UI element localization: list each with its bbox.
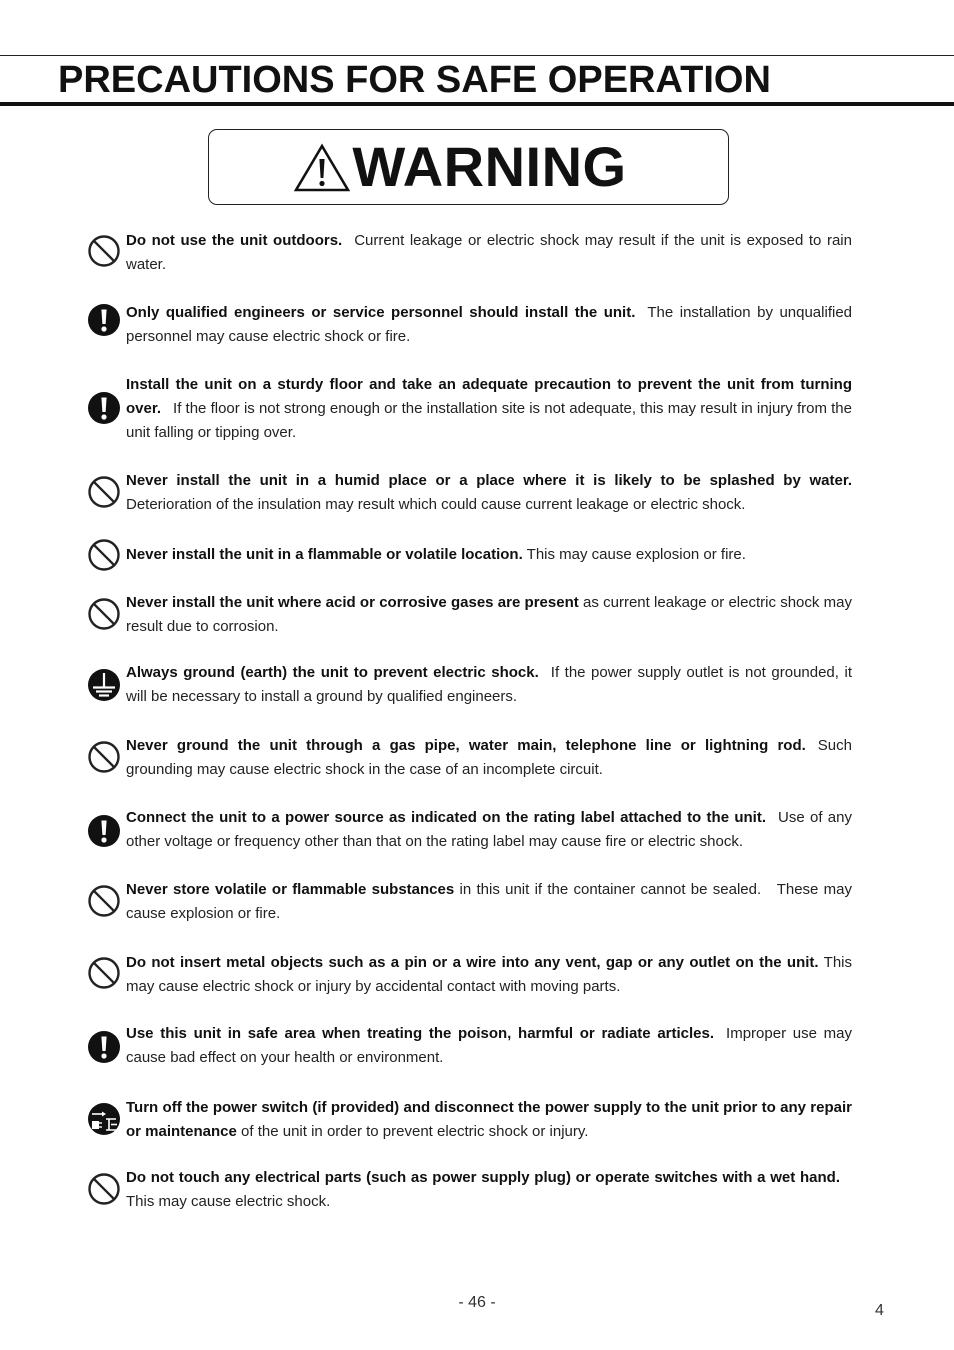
precaution-detail: Deterioration of the insulation may result which could cause current leakage or electric shock. — [126, 496, 746, 513]
precaution-item — [87, 734, 852, 782]
precaution-bold: Never install the unit in a flammable or volatile location. — [126, 546, 523, 563]
precaution-detail: as current leakage or electric shock may result due to corrosion. — [126, 594, 852, 635]
precaution-bold: Never ground the unit through a gas pipe, water main, telephone line or lightning rod. — [126, 737, 806, 754]
precaution-item — [87, 301, 852, 349]
precaution-detail: The installation by unqualified personnel may cause electric shock or fire. — [126, 304, 853, 345]
warning-triangle-icon — [294, 143, 350, 193]
precaution-text — [126, 951, 852, 999]
prohibition-icon — [87, 538, 121, 572]
precaution-bold: Install the unit on a sturdy floor and take an adequate precaution to prevent the unit from turning over. — [126, 376, 852, 417]
precaution-bold: Connect the unit to a power source as indicated on the rating label attached to the unit. — [126, 809, 766, 826]
mandatory-exclamation-icon — [87, 814, 121, 848]
precaution-detail: If the power supply outlet is not grounded, it will be necessary to install a ground by qualified engineers. — [126, 664, 852, 705]
precaution-text — [126, 878, 857, 926]
precaution-detail: of the unit in order to prevent electric shock or injury. — [241, 1123, 589, 1140]
precaution-detail: Improper use may cause bad effect on your health or environment. — [126, 1025, 852, 1066]
precaution-item — [87, 1022, 852, 1070]
prohibition-icon — [87, 884, 121, 918]
precaution-detail: Such grounding may cause electric shock in the case of an incomplete circuit. — [126, 737, 852, 778]
mandatory-exclamation-icon — [87, 303, 121, 337]
precaution-item — [87, 591, 852, 639]
precaution-text — [126, 734, 852, 782]
precaution-item — [87, 543, 852, 567]
precaution-text — [126, 591, 852, 639]
precaution-bold: Do not touch any electrical parts (such as power supply plug) or operate switches with a wet hand. — [126, 1169, 840, 1186]
precaution-text — [126, 806, 852, 854]
precaution-item — [87, 229, 852, 277]
precaution-text — [126, 469, 852, 517]
precaution-detail: in this unit if the container cannot be sealed. These may cause explosion or fire. — [126, 881, 857, 922]
prohibition-icon — [87, 234, 121, 268]
precaution-bold: Do not use the unit outdoors. — [126, 232, 343, 249]
precaution-text — [126, 1022, 852, 1070]
precaution-detail: Current leakage or electric shock may result if the unit is exposed to rain water. — [126, 232, 852, 273]
title-rule — [0, 102, 954, 106]
precaution-bold: Turn off the power switch (if provided) and disconnect the power supply to the unit prior to any repair or maintenance — [126, 1099, 852, 1140]
mandatory-exclamation-icon — [87, 1030, 121, 1064]
warning-banner-text: WARNING — [352, 135, 627, 198]
precaution-bold: Do not insert metal objects such as a pin or a wire into any vent, gap or any outlet on the unit. — [126, 954, 819, 971]
prohibition-icon — [87, 597, 121, 631]
precaution-bold: Always ground (earth) the unit to prevent electric shock. — [126, 664, 539, 681]
corner-page-number: 4 — [875, 1302, 884, 1319]
mandatory-exclamation-icon — [87, 391, 121, 425]
precaution-detail: This may cause electric shock. — [126, 1193, 331, 1210]
precaution-detail: If the floor is not strong enough or the installation site is not adequate, this may result in injury from the unit falling or tipping over. — [126, 400, 852, 441]
precaution-item — [87, 951, 852, 999]
precaution-item — [87, 806, 852, 854]
precaution-text — [126, 543, 852, 567]
top-rule — [0, 55, 954, 56]
precaution-text — [126, 301, 852, 349]
precaution-item — [87, 469, 852, 517]
warning-banner — [208, 129, 729, 205]
page-title: PRECAUTIONS FOR SAFE OPERATION — [58, 59, 771, 101]
warning-banner-content — [294, 137, 626, 197]
precaution-text — [126, 1096, 852, 1144]
precaution-bold: Never store volatile or flammable substances — [126, 881, 455, 898]
ground-icon — [87, 668, 121, 702]
prohibition-icon — [87, 956, 121, 990]
precaution-bold: Use this unit in safe area when treating the poison, harmful or radiate articles. — [126, 1025, 715, 1042]
precaution-item — [87, 373, 852, 445]
page-number: - 46 - — [458, 1294, 496, 1311]
precaution-bold: Never install the unit in a humid place or a place where it is likely to be splashed by water. — [126, 472, 852, 489]
precaution-item — [87, 878, 857, 926]
prohibition-icon — [87, 740, 121, 774]
prohibition-icon — [87, 475, 121, 509]
precaution-text — [126, 373, 852, 445]
precaution-bold: Only qualified engineers or service personnel should install the unit. — [126, 304, 636, 321]
precaution-text — [126, 661, 852, 709]
precaution-text — [126, 229, 852, 277]
precaution-item — [87, 1096, 852, 1144]
unplug-icon — [87, 1102, 121, 1136]
precaution-detail: This may cause explosion or fire. — [526, 546, 746, 563]
precaution-item — [87, 1166, 852, 1214]
precaution-detail: Use of any other voltage or frequency other than that on the rating label may cause fire or electric shock. — [126, 809, 852, 850]
precaution-bold: Never install the unit where acid or corrosive gases are present — [126, 594, 579, 611]
precaution-item — [87, 661, 852, 709]
prohibition-icon — [87, 1172, 121, 1206]
precaution-detail: This may cause electric shock or injury by accidental contact with moving parts. — [126, 954, 852, 995]
precaution-text — [126, 1166, 852, 1214]
